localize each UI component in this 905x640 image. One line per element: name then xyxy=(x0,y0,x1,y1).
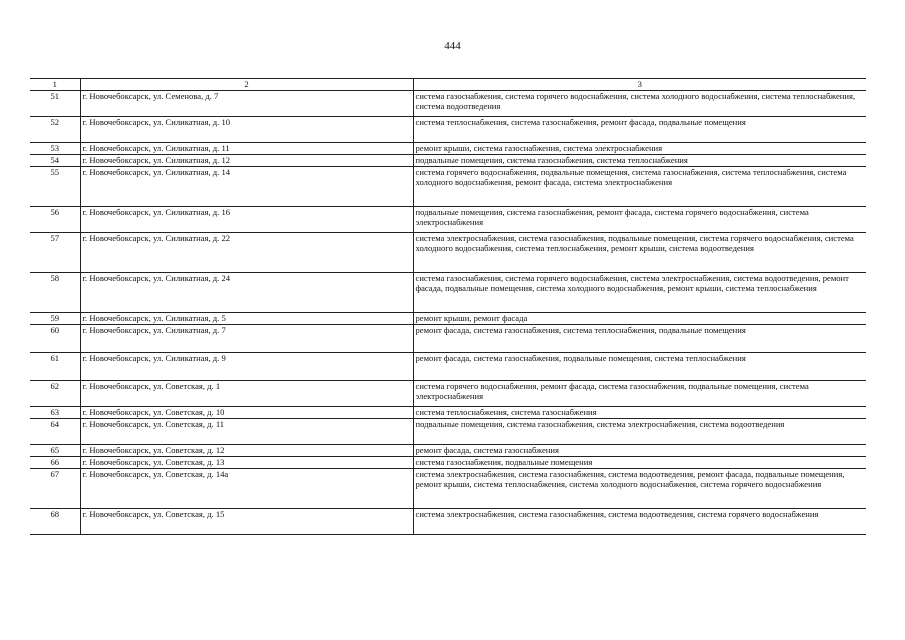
works-cell: ремонт крыши, система газоснабжения, система электроснабжения xyxy=(413,142,866,154)
address-cell: г. Новочебоксарск, ул. Советская, д. 14а xyxy=(80,468,413,508)
table-row xyxy=(30,468,866,508)
row-number: 57 xyxy=(50,232,60,243)
address-cell: г. Новочебоксарск, ул. Советская, д. 13 xyxy=(80,456,413,468)
works-cell: система теплоснабжения, система газоснабжения xyxy=(413,406,866,418)
row-number: 64 xyxy=(50,418,60,429)
table-row xyxy=(30,142,866,154)
address-cell: г. Новочебоксарск, ул. Советская, д. 12 xyxy=(80,444,413,456)
address-cell: г. Новочебоксарск, ул. Силикатная, д. 5 xyxy=(80,312,413,324)
address-cell: г. Новочебоксарск, ул. Советская, д. 1 xyxy=(80,380,413,406)
table-header-row xyxy=(30,79,866,91)
address-cell: г. Новочебоксарск, ул. Силикатная, д. 16 xyxy=(80,206,413,232)
works-cell: ремонт фасада, система газоснабжения, подвальные помещения, система теплоснабжения xyxy=(413,352,866,380)
works-cell: подвальные помещения, система газоснабжения, ремонт фасада, система горячего водоснабжения, система электроснабжения xyxy=(413,206,866,232)
row-number: 66 xyxy=(50,456,60,467)
row-number: 52 xyxy=(50,116,60,127)
works-cell: система теплоснабжения, система газоснабжения, ремонт фасада, подвальные помещения xyxy=(413,116,866,142)
table-row xyxy=(30,352,866,380)
works-cell: ремонт фасада, система газоснабжения xyxy=(413,444,866,456)
address-cell: г. Новочебоксарск, ул. Силикатная, д. 22 xyxy=(80,232,413,272)
houses-table xyxy=(30,78,866,535)
row-number: 53 xyxy=(50,142,60,153)
table-row xyxy=(30,232,866,272)
table-row xyxy=(30,116,866,142)
works-cell: подвальные помещения, система газоснабжения, система теплоснабжения xyxy=(413,154,866,166)
row-number: 55 xyxy=(50,166,60,177)
address-cell: г. Новочебоксарск, ул. Силикатная, д. 11 xyxy=(80,142,413,154)
table-row xyxy=(30,418,866,444)
works-cell: ремонт крыши, ремонт фасада xyxy=(413,312,866,324)
address-cell: г. Новочебоксарск, ул. Силикатная, д. 10 xyxy=(80,116,413,142)
works-cell: система газоснабжения, система горячего водоснабжения, система холодного водоснабжения, система теплоснабжения, система водоотведения xyxy=(413,90,866,116)
row-number: 58 xyxy=(50,272,60,283)
table-row xyxy=(30,380,866,406)
address-cell: г. Новочебоксарск, ул. Советская, д. 10 xyxy=(80,406,413,418)
row-number: 62 xyxy=(50,380,60,391)
address-cell: г. Новочебоксарск, ул. Силикатная, д. 24 xyxy=(80,272,413,312)
table-row xyxy=(30,154,866,166)
works-cell: ремонт фасада, система газоснабжения, система теплоснабжения, подвальные помещения xyxy=(413,324,866,352)
works-cell: система горячего водоснабжения, ремонт фасада, система газоснабжения, подвальные помещения, система электроснабжения xyxy=(413,380,866,406)
works-cell: система горячего водоснабжения, подвальные помещения, система газоснабжения, система теплоснабжения, система холодного водоснабжения, ремонт фасада, система электроснабжения xyxy=(413,166,866,206)
table-row xyxy=(30,456,866,468)
address-cell: г. Новочебоксарск, ул. Силикатная, д. 12 xyxy=(80,154,413,166)
row-number: 67 xyxy=(50,468,60,479)
table-row xyxy=(30,312,866,324)
row-number: 54 xyxy=(50,154,60,165)
column-header-3: 3 xyxy=(413,79,866,91)
address-cell: г. Новочебоксарск, ул. Силикатная, д. 14 xyxy=(80,166,413,206)
address-cell: г. Новочебоксарск, ул. Силикатная, д. 7 xyxy=(80,324,413,352)
row-number: 60 xyxy=(50,324,60,335)
table-row xyxy=(30,90,866,116)
address-cell: г. Новочебоксарск, ул. Советская, д. 15 xyxy=(80,508,413,534)
works-cell: система электроснабжения, система газоснабжения, система водоотведения, система горячего водоснабжения xyxy=(413,508,866,534)
row-number: 65 xyxy=(50,444,60,455)
works-cell: система газоснабжения, подвальные помещения xyxy=(413,456,866,468)
address-cell: г. Новочебоксарск, ул. Советская, д. 11 xyxy=(80,418,413,444)
table-row xyxy=(30,406,866,418)
row-number: 63 xyxy=(50,406,60,417)
row-number: 56 xyxy=(50,206,60,217)
works-cell: система электроснабжения, система газоснабжения, подвальные помещения, система горячего водоснабжения, система холодного водоснабжения, система теплоснабжения, ремонт крыши, система водоотведения xyxy=(413,232,866,272)
row-number: 59 xyxy=(50,312,60,323)
table-row xyxy=(30,444,866,456)
table-row xyxy=(30,206,866,232)
table-row xyxy=(30,166,866,206)
row-number: 61 xyxy=(50,352,60,363)
page-number: 444 xyxy=(444,40,461,52)
works-cell: подвальные помещения, система газоснабжения, система электроснабжения, система водоотведения xyxy=(413,418,866,444)
column-header-2: 2 xyxy=(80,79,413,91)
table-row xyxy=(30,324,866,352)
row-number: 68 xyxy=(50,508,60,519)
row-number: 51 xyxy=(50,90,60,101)
address-cell: г. Новочебоксарск, ул. Семенова, д. 7 xyxy=(80,90,413,116)
column-header-1: 1 xyxy=(52,79,57,89)
table-row xyxy=(30,272,866,312)
table-row xyxy=(30,508,866,534)
works-cell: система электроснабжения, система газоснабжения, система водоотведения, ремонт фасада, подвальные помещения, ремонт крыши, система теплоснабжения, система холодного водоснабжения, система горячего водоснабжения xyxy=(413,468,866,508)
works-cell: система газоснабжения, система горячего водоснабжения, система электроснабжения, система водоотведения, ремонт фасада, подвальные помещения, система холодного водоснабжения, ремонт крыши, система теплоснабжения xyxy=(413,272,866,312)
address-cell: г. Новочебоксарск, ул. Силикатная, д. 9 xyxy=(80,352,413,380)
